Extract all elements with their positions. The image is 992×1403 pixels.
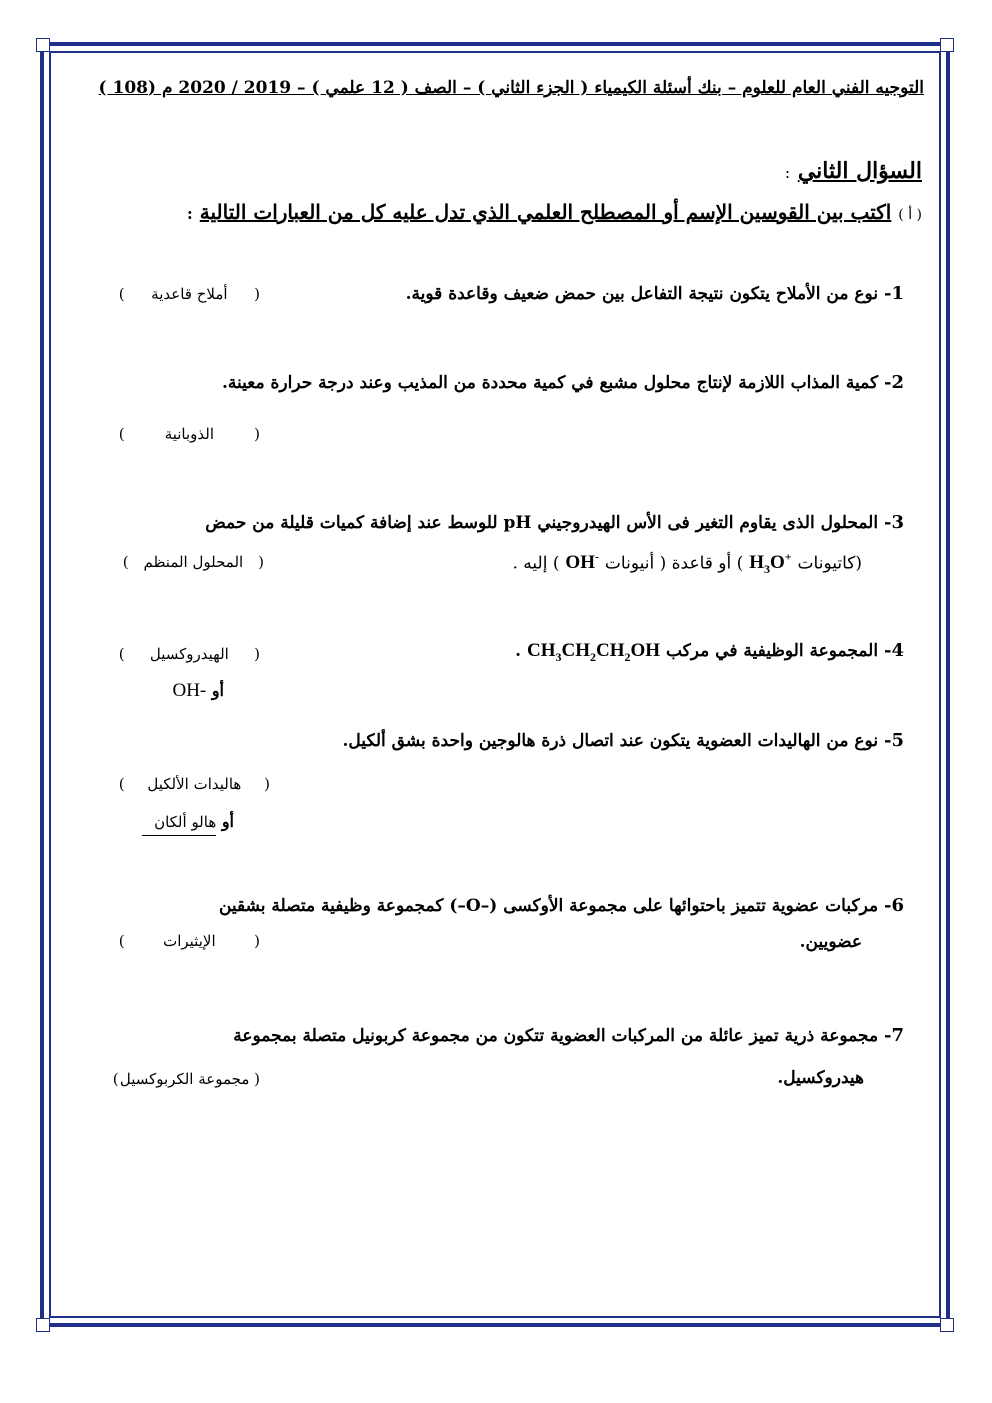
bracket-close: ) — [118, 645, 125, 663]
bracket-open: ( — [264, 775, 270, 793]
answer-4-alt — [172, 680, 224, 702]
question-number: 2- — [883, 372, 904, 393]
question-1 — [406, 283, 904, 304]
answer-text: الذوبانية — [164, 425, 215, 443]
bracket-open: ( — [254, 932, 260, 950]
page-header: التوجيه الفني العام للعلوم – بنك أسئلة الكيمياء ( الجزء الثاني ) – الصف ( 12 علمي ) – 2019 / 2020 م (108 ) — [98, 78, 924, 98]
question-number: 1- — [883, 283, 904, 304]
bracket-close: ) — [122, 553, 129, 571]
question-number: 3- — [883, 512, 904, 533]
bracket-close: ) — [118, 285, 125, 303]
question-text: مجموعة ذرية تميز عائلة من المركبات العضوية تتكون من مجموعة كربونيل متصلة بمجموعة — [233, 1026, 879, 1046]
answer-text: أملاح قاعدية — [151, 285, 228, 303]
question-text: ) إليه . — [512, 553, 560, 574]
formula-h3o: $H_3O^+$ — [749, 550, 792, 577]
part-label: ( أ ) — [898, 207, 922, 223]
bracket-open: ( — [254, 1070, 260, 1088]
section-title-colon: : — [784, 163, 791, 182]
border-corner — [940, 38, 954, 52]
border-corner — [940, 1318, 954, 1332]
question-4 — [515, 640, 904, 665]
question-2 — [222, 372, 904, 393]
answer-5-alt — [142, 812, 234, 836]
bracket-open: ( — [254, 425, 260, 443]
question-number: 4- — [883, 640, 904, 661]
bracket-close: ) — [118, 425, 125, 443]
instruction-text: اكتب بين القوسين الإسم أو المصطلح العلمي الذي تدل عليه كل من العبارات التالية — [199, 200, 892, 224]
bracket-close: ) — [118, 775, 125, 793]
answer-text: الهيدروكسيل — [149, 645, 229, 663]
question-text: (كاتيونات — [797, 553, 862, 574]
answer-text: الإيثيرات — [163, 932, 216, 950]
question-text: كمية المذاب اللازمة لإنتاج محلول مشبع في كمية محددة من المذيب وعند درجة حرارة معينة. — [221, 373, 879, 393]
answer-text: مجموعة الكربوكسيل — [119, 1070, 250, 1088]
question-3 — [205, 512, 904, 533]
section-instruction — [187, 200, 922, 224]
question-text: نوع من الأملاح يتكون نتيجة التفاعل بين حمض ضعيف وقاعدة قوية. — [405, 284, 879, 304]
answer-1 — [100, 285, 260, 303]
question-number: 6- — [883, 895, 904, 916]
question-text: نوع من الهاليدات العضوية يتكون عند اتصال ذرة هالوجين واحدة بشق ألكيل. — [342, 731, 879, 751]
question-3-line2 — [513, 550, 863, 577]
answer-6 — [100, 932, 260, 950]
answer-text: هاليدات الألكيل — [147, 775, 242, 793]
bracket-open: ( — [254, 285, 260, 303]
border-corner — [36, 1318, 50, 1332]
section-title — [785, 158, 922, 184]
question-end: . — [515, 641, 522, 661]
border-corner — [36, 38, 50, 52]
formula-oh: OH- — [565, 550, 599, 574]
bracket-open: ( — [258, 553, 264, 571]
bracket-close: ) — [118, 932, 125, 950]
instruction-colon: : — [186, 204, 193, 223]
question-7 — [233, 1025, 904, 1046]
question-6-line2: عضويين. — [799, 932, 862, 952]
bracket-open: ( — [254, 645, 260, 663]
answer-4 — [100, 645, 260, 663]
alt-prefix: أو — [221, 812, 234, 831]
question-5 — [343, 730, 904, 751]
question-text: المحلول الذى يقاوم التغير فى الأس الهيدروجيني pH للوسط عند إضافة كميات قليلة من حمض — [205, 513, 879, 533]
answer-7 — [100, 1070, 260, 1088]
question-text: مركبات عضوية تتميز باحتوائها على مجموعة الأوكسى (–O–) كمجموعة وظيفية متصلة بشقين — [218, 896, 879, 916]
formula-propanol: $CH_3CH_2CH_2OH$ — [526, 640, 661, 664]
question-number: 7- — [883, 1025, 904, 1046]
question-text: ) أو قاعدة ( أنيونات — [604, 553, 744, 574]
answer-text: المحلول المنظم — [143, 553, 244, 571]
alt-prefix: أو — [211, 681, 224, 700]
answer-2 — [100, 425, 260, 443]
bracket-close: ) — [112, 1070, 119, 1088]
question-6 — [219, 895, 904, 916]
answer-3 — [104, 553, 264, 571]
question-7-line2: هيدروكسيل. — [777, 1068, 864, 1088]
alt-answer: هالو ألكان — [142, 813, 216, 836]
answer-5 — [100, 775, 270, 793]
alt-answer: OH- — [172, 680, 207, 701]
section-title-text: السؤال الثاني — [797, 158, 922, 184]
question-number: 5- — [883, 730, 904, 751]
question-text: المجموعة الوظيفية في مركب — [665, 641, 879, 661]
